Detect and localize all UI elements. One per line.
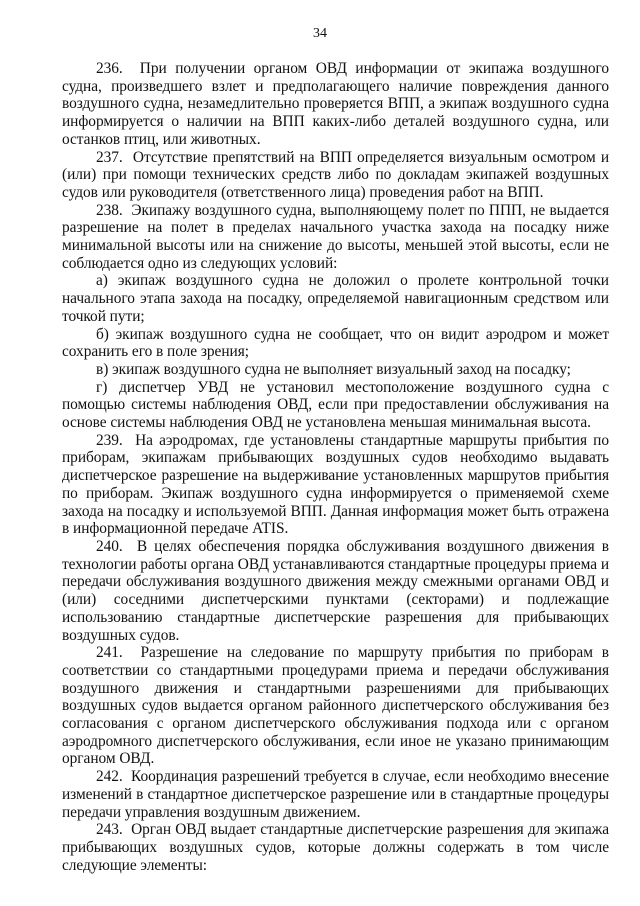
paragraph-237: 237. Отсутствие препятствий на ВПП определяется визуальным осмотром и (или) при помощи технических средств либо по докладам экипажей воздушных судов или руководителя (ответственного лица) проведения работ на ВПП. xyxy=(62,148,609,201)
paragraph-238-b: б) экипаж воздушного судна не сообщает, что он видит аэродром и может сохранить его в поле зрения; xyxy=(62,325,609,361)
paragraph-239: 239. На аэродромах, где установлены стандартные маршруты прибытия по приборам, экипажам прибывающих воздушных судов необходимо выдавать диспетчерское разрешение на выдерживание установленных маршрутов прибытия по приборам. Экипаж воздушного судна информируется о применяемой схеме захода на посадку и используемой ВПП. Данная информация может быть отражена в информационной передаче ATIS. xyxy=(62,431,609,538)
paragraph-236: 236. При получении органом ОВД информации от экипажа воздушного судна, произведшего взлет и предполагающего наличие повреждения данного воздушного судна, незамедлительно проверяется ВПП, а экипаж воздушного судна информируется о наличии на ВПП каких-либо деталей воздушного судна, или останков птиц, или животных. xyxy=(62,60,609,148)
paragraph-238: 238. Экипажу воздушного судна, выполняющему полет по ППП, не выдается разрешение на полет в пределах начального участка захода на посадку ниже минимальной высоты или на снижение до высоты, меньшей этой высоты, если не соблюдается одно из следующих условий: xyxy=(62,201,609,272)
page-number: 34 xyxy=(313,26,327,41)
paragraph-238-g: г) диспетчер УВД не установил местоположение воздушного судна с помощью системы наблюдения ОВД, если при предоставлении обслуживания на основе системы наблюдения ОВД не установлена меньшая минимальная высота. xyxy=(62,378,609,432)
document-body xyxy=(62,60,609,874)
paragraph-238-v: в) экипаж воздушного судна не выполняет визуальный заход на посадку; xyxy=(96,360,571,378)
paragraph-238-a: а) экипаж воздушного судна не доложил о пролете контрольной точки начального этапа захода на посадку, определяемой навигационным средством или точкой пути; xyxy=(62,272,609,325)
paragraph-243: 243. Орган ОВД выдает стандартные диспетчерские разрешения для экипажа прибывающих воздушных судов, которые должны содержать в том числе следующие элементы: xyxy=(62,821,609,874)
paragraph-241: 241. Разрешение на следование по маршруту прибытия по приборам в соответствии со стандартными процедурами приема и передачи обслуживания воздушного движения и стандартными разрешениями для прибывающих воздушных судов выдается органом районного диспетчерского обслуживания без согласования с органом диспетчерского обслуживания подхода или с органом аэродромного диспетчерского обслуживания, если иное не указано принимающим органом ОВД. xyxy=(62,644,609,768)
paragraph-242: 242. Координация разрешений требуется в случае, если необходимо внесение изменений в стандартное диспетчерское разрешение или в стандартные процедуры передачи управления воздушным движением. xyxy=(62,768,609,821)
paragraph-240: 240. В целях обеспечения порядка обслуживания воздушного движения в технологии работы органа ОВД устанавливаются стандартные процедуры приема и передачи обслуживания воздушного движения между смежными органами ОВД и (или) соседними диспетчерскими пунктами (секторами) и подлежащие использованию стандартные диспетчерские разрешения для прибывающих воздушных судов. xyxy=(62,537,609,644)
